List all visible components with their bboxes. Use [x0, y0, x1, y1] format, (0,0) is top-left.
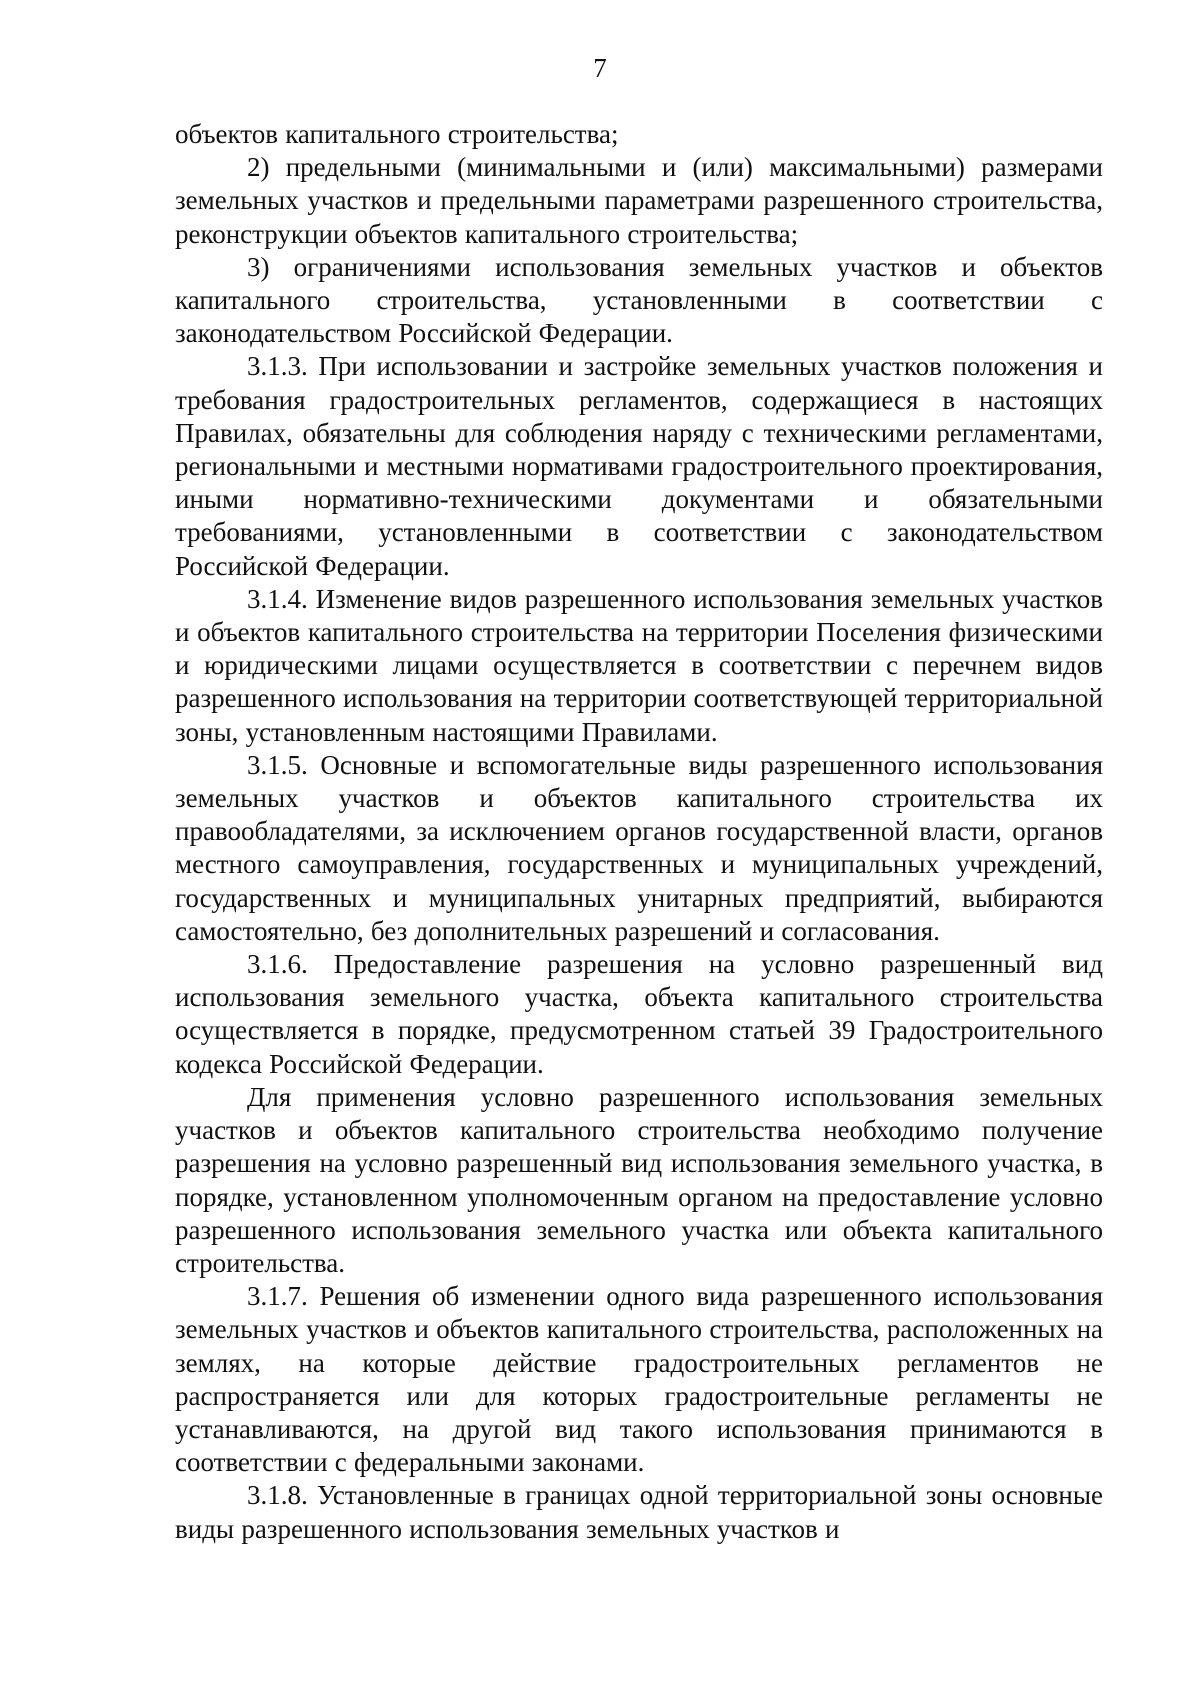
page-number: 7: [593, 53, 607, 83]
paragraph-item-2: 2) предельными (минимальными и (или) максимальными) размерами земельных участков и предельными параметрами разрешенного строительства, реконструкции объектов капитального строительства;: [175, 152, 1103, 249]
paragraph-3-1-4: 3.1.4. Изменение видов разрешенного использования земельных участков и объектов капитального строительства на территории Поселения физическими и юридическими лицами осуществляется в соответствии с перечнем видов разрешенного использования на территории соответствующей территориальной зоны, установленным настоящими Правилами.: [175, 583, 1103, 747]
paragraph-3-1-8: 3.1.8. Установленные в границах одной территориальной зоны основные виды разрешенного использования земельных участков и: [175, 1480, 1103, 1544]
paragraph-3-1-5: 3.1.5. Основные и вспомогательные виды разрешенного использования земельных участков и объектов капитального строительства их правообладателями, за исключением органов государственной власти, органов местного самоуправления, государственных и муниципальных учреждений, государственных и муниципальных унитарных предприятий, выбираются самостоятельно, без дополнительных разрешений и согласования.: [175, 749, 1103, 946]
paragraph-item-3: 3) ограничениями использования земельных участков и объектов капитального строительства, установленными в соответствии с законодательством Российской Федерации.: [175, 251, 1103, 349]
paragraph-3-1-3: 3.1.3. При использовании и застройке земельных участков положения и требования градостроительных регламентов, содержащиеся в настоящих Правилах, обязательны для соблюдения наряду с техническими регламентами, региональными и местными нормативами градостроительного проектирования, иными нормативно-техническими документами и обязательными требованиями, установленными в соответствии с законодательством Российской Федерации.: [175, 351, 1103, 581]
paragraph-continuation: объектов капитального строительства;: [175, 119, 619, 149]
paragraph-3-1-6: 3.1.6. Предоставление разрешения на условно разрешенный вид использования земельного участка, объекта капитального строительства осуществляется в порядке, предусмотренном статьей 39 Градостроительного кодекса Российской Федерации.: [175, 949, 1103, 1079]
paragraph-conditional-use: Для применения условно разрешенного использования земельных участков и объектов капитального строительства необходимо получение разрешения на условно разрешенный вид использования земельного участка, в порядке, установленном уполномоченным органом на предоставление условно разрешенного использования земельного участка или объекта капитального строительства.: [175, 1081, 1103, 1278]
paragraph-3-1-7: 3.1.7. Решения об изменении одного вида разрешенного использования земельных участков и объектов капитального строительства, расположенных на землях, на которые действие градостроительных регламентов не распространяется или для которых градостроительные регламенты не устанавливаются, на другой вид такого использования принимаются в соответствии с федеральными законами.: [175, 1281, 1103, 1478]
document-body: [175, 118, 1103, 1546]
